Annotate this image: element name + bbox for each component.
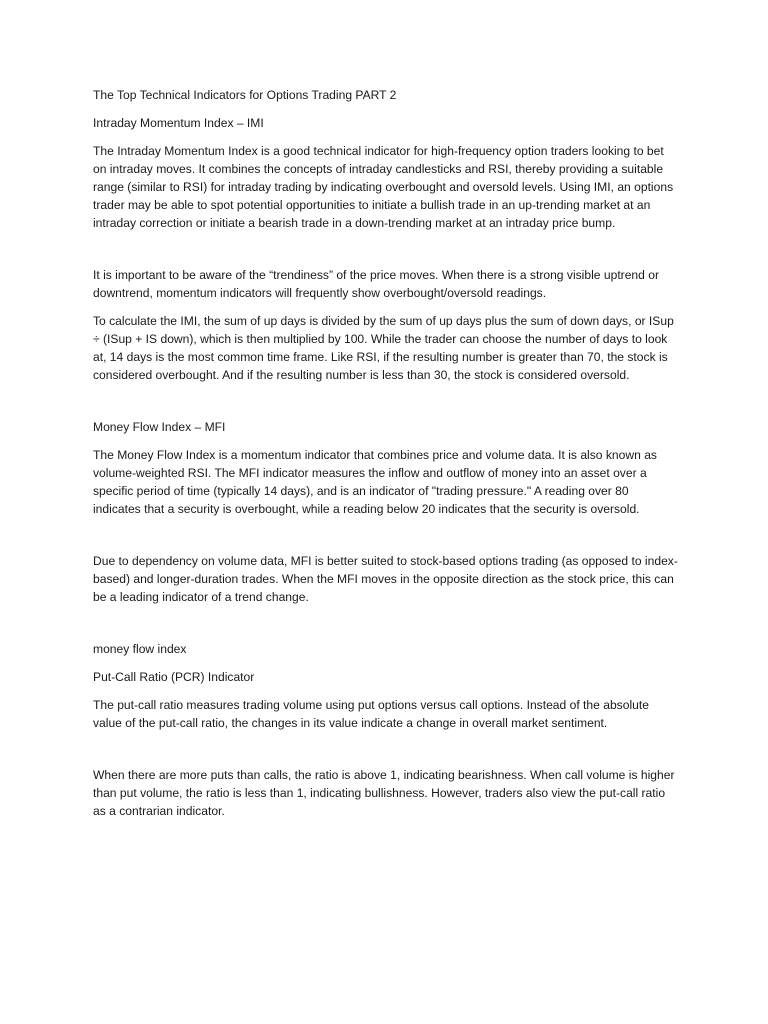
pcr-paragraph-1: The put-call ratio measures trading volume using put options versus call options. Instead of the absolute value of the put-call ratio, the changes in its value indicate a change in overall market sentiment. bbox=[93, 698, 649, 730]
mfi-paragraph-1: The Money Flow Index is a momentum indicator that combines price and volume data. It is also known as volume-weighted RSI. The MFI indicator measures the inflow and outflow of money into an asset over a specific period of time (typically 14 days), and is an indicator of "trading pressure." A reading over 80 indicates that a security is overbought, while a reading below 20 indicates that the security is oversold. bbox=[93, 448, 657, 516]
imi-paragraph-1: The Intraday Momentum Index is a good technical indicator for high-frequency option traders looking to bet on intraday moves. It combines the concepts of intraday candlesticks and RSI, thereby providing a suitable range (similar to RSI) for intraday trading by indicating overbought and oversold levels. Using IMI, an options trader may be able to spot potential opportunities to initiate a bullish trade in an up-trending market at an intraday correction or initiate a bearish trade in a down-trending market at an intraday price bump. bbox=[93, 144, 674, 230]
mfi-image-caption: money flow index bbox=[93, 642, 187, 656]
document-page bbox=[93, 86, 679, 820]
imi-paragraph-2: It is important to be aware of the “trendiness” of the price moves. When there is a strong visible uptrend or downtrend, momentum indicators will frequently show overbought/oversold readings. bbox=[93, 268, 659, 300]
pcr-paragraph-2: When there are more puts than calls, the ratio is above 1, indicating bearishness. When call volume is higher than put volume, the ratio is less than 1, indicating bullishness. However, traders also view the put-call ratio as a contrarian indicator. bbox=[93, 768, 675, 818]
imi-heading: Intraday Momentum Index – IMI bbox=[93, 116, 264, 130]
mfi-paragraph-2: Due to dependency on volume data, MFI is better suited to stock-based options trading (as opposed to index-based) and longer-duration trades. When the MFI moves in the opposite direction as the stock price, this can be a leading indicator of a trend change. bbox=[93, 554, 678, 604]
imi-paragraph-3: To calculate the IMI, the sum of up days is divided by the sum of up days plus the sum of down days, or ISup ÷ (ISup + IS down), which is then multiplied by 100. While the trader can choose the number of days to look at, 14 days is the most common time frame. Like RSI, if the resulting number is greater than 70, the stock is considered overbought. And if the resulting number is less than 30, the stock is considered oversold. bbox=[93, 314, 674, 382]
pcr-heading: Put-Call Ratio (PCR) Indicator bbox=[93, 670, 255, 684]
mfi-heading: Money Flow Index – MFI bbox=[93, 420, 226, 434]
document-title: The Top Technical Indicators for Options Trading PART 2 bbox=[93, 88, 397, 102]
